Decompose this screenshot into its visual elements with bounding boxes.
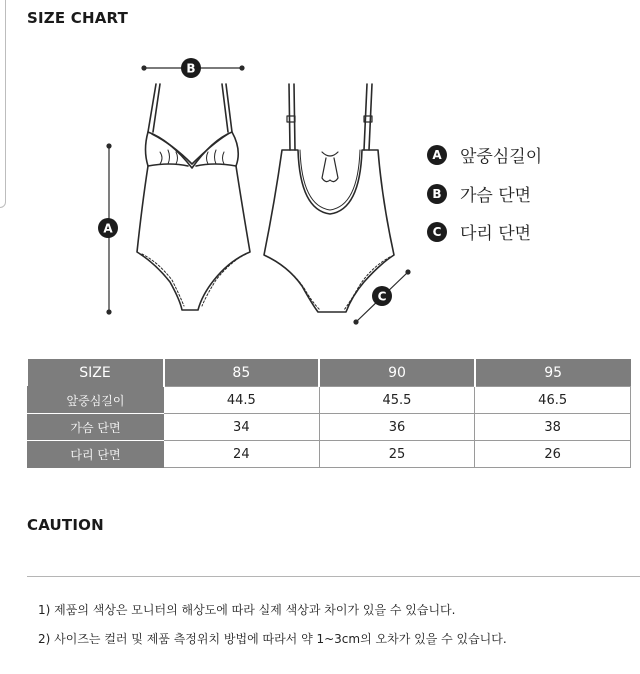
row-label: 다리 단면 bbox=[28, 441, 164, 468]
back-swimsuit-illustration bbox=[264, 84, 394, 312]
legend-item-leg-width bbox=[427, 219, 531, 244]
size-table bbox=[27, 359, 631, 468]
table-row bbox=[28, 387, 631, 414]
legend-label: 가슴 단면 bbox=[460, 186, 532, 206]
caution-note: 1) 제품의 색상은 모니터의 해상도에 따라 실제 색상과 차이가 있을 수 있습니다. bbox=[38, 603, 456, 617]
table-cell: 26 bbox=[475, 441, 631, 468]
table-row bbox=[28, 414, 631, 441]
table-header-row bbox=[28, 359, 631, 387]
svg-text:B: B bbox=[186, 61, 196, 76]
legend-label: 앞중심길이 bbox=[460, 147, 543, 167]
table-cell: 25 bbox=[319, 441, 475, 468]
swimsuit-diagram bbox=[0, 40, 640, 340]
table-cell: 24 bbox=[164, 441, 320, 468]
svg-text:C: C bbox=[377, 289, 387, 304]
table-cell: 34 bbox=[164, 414, 320, 441]
marker-b-icon: B bbox=[427, 184, 447, 204]
divider bbox=[27, 576, 640, 577]
row-label: 가슴 단면 bbox=[28, 414, 164, 441]
legend-item-front-length bbox=[427, 142, 542, 167]
header-90: 90 bbox=[319, 359, 475, 387]
marker-c-icon: C bbox=[427, 222, 447, 242]
marker-b-badge bbox=[181, 58, 201, 78]
marker-a-badge bbox=[98, 218, 118, 238]
svg-text:A: A bbox=[103, 221, 113, 236]
table-cell: 38 bbox=[475, 414, 631, 441]
legend-item-chest-width bbox=[427, 181, 531, 206]
marker-a-icon: A bbox=[427, 145, 447, 165]
legend-label: 다리 단면 bbox=[460, 224, 532, 244]
row-label: 앞중심길이 bbox=[28, 387, 164, 414]
table-cell: 44.5 bbox=[164, 387, 320, 414]
table-cell: 46.5 bbox=[475, 387, 631, 414]
header-size: SIZE bbox=[28, 359, 164, 387]
front-swimsuit-illustration bbox=[137, 84, 250, 310]
table-row bbox=[28, 441, 631, 468]
page-title: SIZE CHART bbox=[27, 9, 129, 27]
header-95: 95 bbox=[475, 359, 631, 387]
marker-c-badge bbox=[372, 286, 392, 306]
table-cell: 45.5 bbox=[319, 387, 475, 414]
caution-title: CAUTION bbox=[27, 516, 104, 534]
caution-note: 2) 사이즈는 컬러 및 제품 측정위치 방법에 따라서 약 1~3cm의 오차가 있을 수 있습니다. bbox=[38, 632, 507, 646]
header-85: 85 bbox=[164, 359, 320, 387]
table-cell: 36 bbox=[319, 414, 475, 441]
